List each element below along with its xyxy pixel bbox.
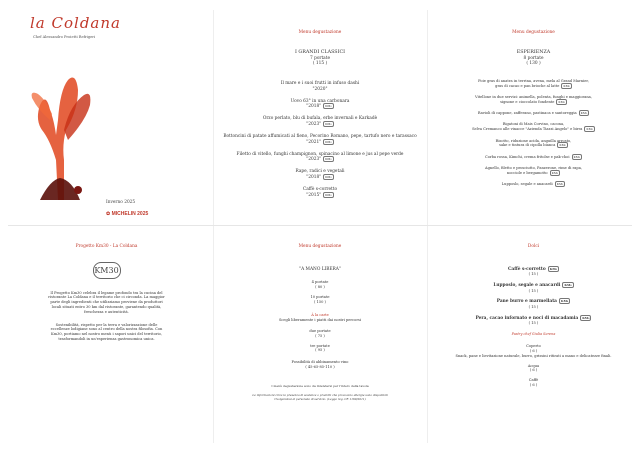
dish-item <box>427 79 640 89</box>
dish-line: Ravioli di cappone, zafferano, pastinaca e santoreggia KM₀ <box>477 111 588 116</box>
km0-badge: KM₀ <box>325 192 332 197</box>
michelin-badge: ✿ MICHELIN 2025 <box>106 211 149 217</box>
michelin-icon: ✿ <box>106 211 111 217</box>
allergen-note: Le informazioni circa la presenza di sostanze o prodotti che provocano allergie sono disponibili rivolgendosi al personale di servizio. (Legge reg. CE 1169/2011) <box>252 392 388 401</box>
dish-line: Risotto, riduzione acida, anguilla arrosto, <box>495 138 572 143</box>
caffe-price: ( 6 ) <box>529 382 538 387</box>
wine-pairing: Possibilità di abbinamento vino <box>291 360 349 365</box>
km0-badge: KM₀ <box>580 111 588 116</box>
dish-item <box>213 99 427 110</box>
dolci-panel <box>427 244 640 453</box>
dish-name: Bottoncini di patate affumicati al fieno, Pecorino Romano, pepe, tartufo nero e tarassaco <box>223 134 417 140</box>
dish-item <box>427 155 640 160</box>
dish-line: Vitellone in due servizi: animella, polenta, funghi e maggiorana, <box>475 95 592 100</box>
dish-item <box>213 81 427 92</box>
dish-item <box>213 116 427 127</box>
dish-item <box>427 111 640 116</box>
option-label: tre portate <box>310 343 330 348</box>
brand-logo: la Coldana <box>30 14 121 32</box>
km0-badge: KM₀ <box>325 157 332 162</box>
footnote: I menù degustazione sono da intendersi per l'intero della tavola <box>271 383 369 388</box>
coperto-note: Snack, pane e lievitazione naturale, burro, grissini ritirati a mano e delicatezze finali. <box>455 353 612 358</box>
dish-year: "2020" <box>312 86 328 92</box>
dish-item <box>213 187 427 198</box>
km0-badge: KM₀ <box>586 127 593 132</box>
dish-line: Corba rossa, Kimchi, crema fritolse e pak-choi KM₀ <box>484 154 581 159</box>
dessert-name: Lupposlo, segale e anacardi KM₀ <box>493 282 572 288</box>
km0-badge: KM₀ <box>573 154 581 159</box>
option-label: 4 portate <box>311 280 329 285</box>
km0-badge: KM₀ <box>325 121 332 126</box>
dessert-price: ( 15 ) <box>528 321 539 326</box>
dish-name: Caffè s-corretto <box>302 187 338 193</box>
dessert-price: ( 15 ) <box>528 272 539 277</box>
dish-year: "2015" KM₀ <box>306 192 332 198</box>
menu-price: ( 115 ) <box>312 61 328 67</box>
dish-name: Uovo 63° in una carbonara <box>290 98 350 104</box>
dessert-price: ( 15 ) <box>528 288 539 293</box>
dessert-item <box>427 267 640 277</box>
menu-portions: 7 portate <box>309 55 331 61</box>
section-heading: Menu degustazione <box>298 30 342 35</box>
dish-line: nocciole e bergamotto KM₀ <box>506 170 559 175</box>
dish-item <box>213 152 427 163</box>
dish-name: Il mare e i suoi frutti in infuso dashi <box>280 80 360 86</box>
dessert-name: Pera, cacao infornato e noci di macadamia KM₀ <box>475 315 590 321</box>
dish-item <box>427 182 640 187</box>
carte-subtitle: Scegli liberamente i piatti dai nostri percorsi <box>278 318 362 323</box>
km0-badge: KM₀ <box>560 299 569 304</box>
dish-list <box>427 79 640 187</box>
dish-year: "2018" KM₀ <box>306 175 332 181</box>
dish-year: "2018" KM₀ <box>306 104 332 110</box>
option-price: ( 150 ) <box>314 299 326 304</box>
dish-name: Filetto di vitello, funghi champignon, spinacino al limone e jus al pepe verde <box>236 151 404 157</box>
coperto-label: Coperto <box>526 344 541 349</box>
dish-year: "2023" KM₀ <box>306 157 332 163</box>
flame-tree-illustration <box>20 50 100 200</box>
section-heading: Menu degustazione <box>298 244 342 249</box>
wine-price: ( 45-65-85-110 ) <box>305 364 335 369</box>
dessert-name: Pane burro e marmellata KM₀ <box>496 299 569 305</box>
dish-line: Foie gras di anatra in terrina, avena, mela al Grand Marnier, <box>478 78 589 83</box>
dessert-name: Caffè s-corretto KM₀ <box>508 266 557 272</box>
dish-list <box>213 81 427 198</box>
dish-line: gras di cacao e pan brioche al latte KM₀ <box>495 83 570 88</box>
dish-line: signone e cioccolato fondente KM₀ <box>500 99 565 104</box>
acqua-label: Acqua <box>527 363 540 368</box>
option-price: ( 80 ) <box>315 284 325 289</box>
dish-line: Rigatoni di Mais Corvino, cacona, <box>502 122 565 127</box>
dessert-item <box>427 299 640 309</box>
km30-paragraph: Il Progetto Km30 celebra il legame profondo tra la cucina del ristorante La Coldana e il territorio che ci circonda. La maggior parte degli ingredienti che utilizziamo proviene da produttori locali situati entro 30 km dal ristorante, garantendo qualità, freschezza e autenticità. <box>48 290 165 314</box>
season-label: Inverno 2025 <box>106 200 136 205</box>
dish-item <box>427 122 640 132</box>
section-heading: Menu degustazione <box>512 30 555 35</box>
menu-price: ( 130 ) <box>526 61 541 67</box>
acqua-price: ( 6 ) <box>529 368 538 373</box>
km0-badge: KM₀ <box>582 315 590 320</box>
option-price: ( 95 ) <box>315 348 325 353</box>
pastry-chef: Pastry chef Giulia Serena <box>511 332 556 337</box>
km0-badge: KM₀ <box>549 266 557 271</box>
menu-a-mano-libera <box>213 244 427 453</box>
dish-item <box>427 139 640 149</box>
section-heading: Dolci <box>527 244 540 249</box>
dessert-item <box>427 316 640 326</box>
km0-badge: KM₀ <box>558 99 565 104</box>
section-heading: Progetto Km30 - La Coldana <box>75 244 138 249</box>
km0-badge: KM₀ <box>556 182 564 187</box>
dish-line: Selva Cremanco alle vinacce "Azienda Tiazzi Angelo" e birra KM₀ <box>472 127 593 132</box>
km0-badge: KM₀ <box>564 282 572 287</box>
km30-panel <box>0 244 213 453</box>
dish-name: Orzo perlato, blu di bufala, erbe invernali e Karkadè <box>262 116 378 122</box>
dish-year: "2023" KM₀ <box>306 121 332 127</box>
dish-item <box>213 169 427 180</box>
option-label: 10 portate <box>310 294 330 299</box>
coperto-price: ( 6 ) <box>529 348 538 353</box>
caffe-label: Caffè <box>528 378 539 383</box>
menu-portions: 8 portate <box>523 55 544 61</box>
km0-badge: KM₀ <box>325 175 332 180</box>
menu-title: "A MANO LIBERA" <box>299 266 341 272</box>
km0-badge: KM₀ <box>325 104 332 109</box>
km0-badge: KM₀ <box>325 139 332 144</box>
dish-name: Rape, radici e vegetali <box>295 169 345 175</box>
dish-year: "2021" KM₀ <box>306 139 332 145</box>
dish-item <box>213 134 427 145</box>
chef-name: Chef Alessandro Proietti Refrigeri <box>33 35 96 39</box>
option-label: due portate <box>309 328 331 333</box>
dish-line: sake e tintura di cipolla bianca KM₀ <box>499 143 566 148</box>
carte-heading: À la carte <box>311 313 329 318</box>
dessert-item <box>427 283 640 293</box>
km0-badge: KM₀ <box>563 83 570 88</box>
dish-item <box>427 166 640 176</box>
dessert-price: ( 15 ) <box>528 304 539 309</box>
menu-title: ESPERIENZA <box>516 49 551 55</box>
menu-title: I GRANDI CLASSICI <box>294 49 346 55</box>
dish-item <box>427 95 640 105</box>
dish-line: Lupposlo, segale e anacardi KM₀ <box>501 182 564 187</box>
km0-badge: KM₀ <box>559 143 566 148</box>
km0-badge: KM₀ <box>551 170 559 175</box>
km30-paragraph: Sostenibilità, rispetto per la terra e valorizzazione delle eccellenze lodigiane sono al centro della nostra filosofia. Con Km30, portiamo nel nostro menù i sapori unici del territorio, trasformandoli in un'esperienza gastronomica unica. <box>50 322 163 341</box>
dessert-list <box>427 267 640 327</box>
km30-badge: KM30 <box>93 262 121 279</box>
dish-line: Agnello, filetto e prosciutto, Panzerone, rime di rapa, <box>485 165 582 170</box>
option-price: ( 75 ) <box>315 333 325 338</box>
